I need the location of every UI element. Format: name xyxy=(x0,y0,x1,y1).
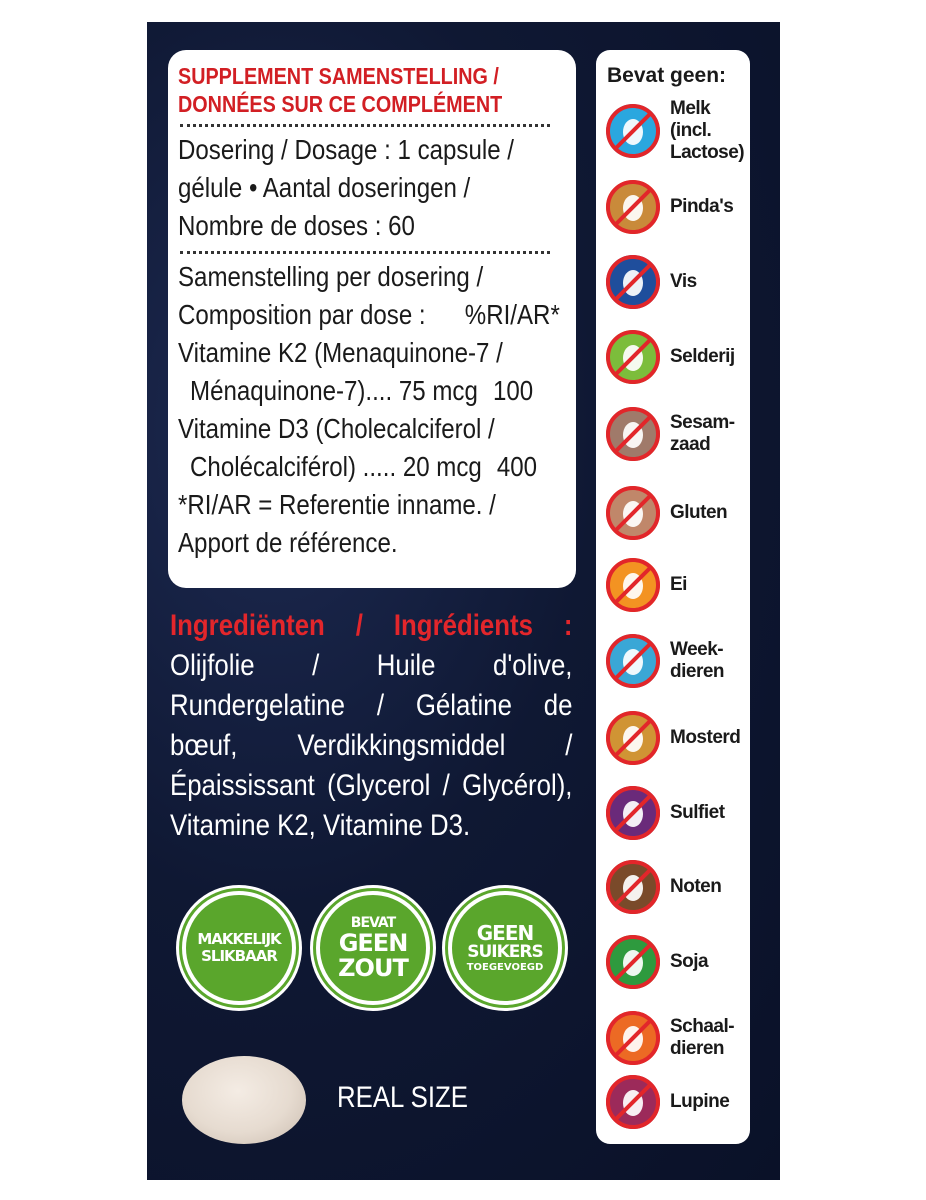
dosage-line: gélule • Aantal doseringen / xyxy=(178,172,471,203)
dosage-line: Dosering / Dosage : 1 capsule / xyxy=(178,134,514,165)
allergen-item xyxy=(603,98,750,163)
ingredients-text xyxy=(170,606,572,846)
supplement-facts-card xyxy=(168,50,576,588)
allergen-name: Gluten xyxy=(670,502,728,523)
vitamin-d3-amount: 20 mcg xyxy=(402,451,482,482)
fish-icon xyxy=(603,252,663,312)
footnote: Apport de référence. xyxy=(178,527,398,558)
real-size-label: REAL SIZE xyxy=(337,1081,468,1114)
badge-text: GEEN xyxy=(338,929,408,957)
dosage-line: Nombre de doses : 60 xyxy=(178,210,415,241)
vitamin-k2-name-cont: Ménaquinone-7).... xyxy=(190,375,393,406)
allergen-name: Sesam- zaad xyxy=(670,412,735,455)
composition-subheader xyxy=(178,296,565,334)
allergen-item xyxy=(603,708,750,770)
allergen-name: Week- dieren xyxy=(670,639,725,682)
allergen-item xyxy=(603,177,750,239)
soy-icon xyxy=(603,932,663,992)
allergen-name: Melk (incl. Lactose) xyxy=(670,98,745,163)
ingredients-label: Ingrediënten / Ingrédients : xyxy=(170,609,573,642)
allergen-name: Ei xyxy=(670,574,687,595)
badge-text: GEEN xyxy=(476,921,534,945)
badge-text: MAKKELIJK xyxy=(197,930,281,948)
dotted-divider xyxy=(180,251,550,254)
badge-text: ZOUT xyxy=(338,954,408,982)
no-salt-badge xyxy=(310,885,436,1011)
milk-icon xyxy=(603,101,663,161)
peanut-icon xyxy=(603,177,663,237)
celery-icon xyxy=(603,327,663,387)
allergen-item xyxy=(603,252,750,314)
vitamin-d3-name-cont: Cholécalciférol) ..... xyxy=(190,451,397,482)
allergen-title: Bevat geen: xyxy=(607,64,727,87)
lupin-icon xyxy=(603,1072,663,1132)
allergen-item xyxy=(603,631,750,693)
badge-text: SUIKERS xyxy=(467,942,543,962)
sulfite-icon xyxy=(603,783,663,843)
easy-to-swallow-badge xyxy=(176,885,302,1011)
allergen-item xyxy=(603,857,750,919)
vitamin-d3-ri: 400 xyxy=(496,451,538,482)
allergen-name: Pinda's xyxy=(670,196,734,217)
dotted-divider xyxy=(180,124,550,127)
supplement-title-fr: DONNÉES SUR CE COMPLÉMENT xyxy=(178,91,503,117)
composition-label: Composition par dose : xyxy=(178,299,426,330)
vitamin-k2-row xyxy=(178,372,565,410)
crab-icon xyxy=(603,1008,663,1068)
egg-icon xyxy=(603,555,663,615)
allergen-name: Noten xyxy=(670,876,722,897)
vitamin-d3-row xyxy=(178,448,565,486)
badge-text: SLIKBAAR xyxy=(201,947,277,965)
allergen-item xyxy=(603,932,750,994)
allergen-item xyxy=(603,483,750,545)
allergen-item xyxy=(603,555,750,617)
supplement-title-nl: SUPPLEMENT SAMENSTELLING / xyxy=(178,63,499,89)
allergen-item xyxy=(603,1072,750,1134)
allergen-name: Soja xyxy=(670,951,709,972)
allergen-item xyxy=(603,327,750,389)
ingredients-list: Olijfolie / Huile d'olive, Rundergelatine / Gélatine de bœuf, Verdikkingsmiddel / Épaississant (Glycerol / Glycérol), Vitamine K2, Vitamine D3. xyxy=(170,649,573,842)
vitamin-k2-ri: 100 xyxy=(492,375,534,406)
allergen-item xyxy=(603,404,750,466)
composition-header: Samenstelling per dosering / xyxy=(178,261,484,292)
allergen-name: Schaal- dieren xyxy=(670,1016,735,1059)
allergen-name: Mosterd xyxy=(670,727,741,748)
ri-column-header: %RI/AR* xyxy=(464,299,560,330)
allergen-name: Vis xyxy=(670,271,697,292)
badge-text: TOEGEVOEGD xyxy=(466,962,544,973)
allergen-name: Selderij xyxy=(670,346,735,367)
wheat-icon xyxy=(603,483,663,543)
vitamin-k2-amount: 75 mcg xyxy=(398,375,478,406)
sesame-icon xyxy=(603,404,663,464)
mustard-icon xyxy=(603,708,663,768)
allergen-name: Lupine xyxy=(670,1091,730,1112)
badge-text: BEVAT xyxy=(350,915,396,931)
allergen-name: Sulfiet xyxy=(670,802,725,823)
allergen-item xyxy=(603,783,750,845)
vitamin-k2-name: Vitamine K2 (Menaquinone-7 / xyxy=(178,337,503,368)
no-added-sugar-badge xyxy=(442,885,568,1011)
shell-icon xyxy=(603,631,663,691)
nut-icon xyxy=(603,857,663,917)
footnote: *RI/AR = Referentie inname. / xyxy=(178,489,496,520)
vitamin-d3-name: Vitamine D3 (Cholecalciferol / xyxy=(178,413,495,444)
allergen-item xyxy=(603,1008,750,1070)
capsule-image xyxy=(182,1056,306,1144)
